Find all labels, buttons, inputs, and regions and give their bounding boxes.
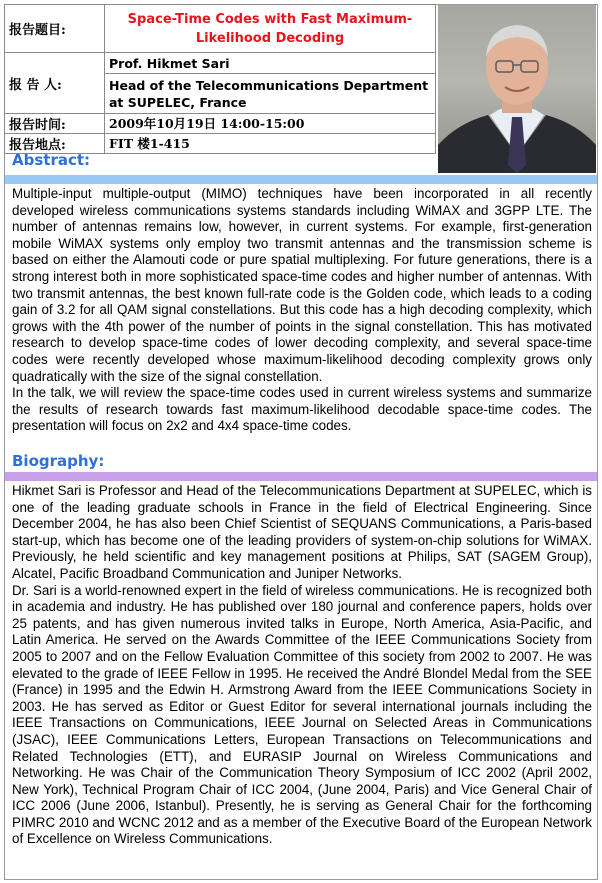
place-value: FIT 楼1-415 xyxy=(105,134,436,154)
talk-info-table xyxy=(4,4,436,154)
biography-divider-bar xyxy=(5,472,597,481)
abstract-divider-bar xyxy=(5,175,597,184)
speaker-name: Prof. Hikmet Sari xyxy=(105,53,436,74)
biography-heading: Biography: xyxy=(12,452,105,470)
place-label: 报告地点: xyxy=(5,134,105,154)
time-label: 报告时间: xyxy=(5,114,105,134)
time-value: 2009年10月19日 14:00-15:00 xyxy=(105,114,436,134)
biography-paragraph: Hikmet Sari is Professor and Head of the Telecommunications Department at SUPELEC, which is one of the leading graduate schools in France in the field of Electrical Engineering. Since December 2004, he has also been Chief Scientist of SEQUANS Communications, a Paris-based start-up, which has become one of the leading providers of system-on-chip solutions for WiMAX. Previously, he held scientific and key management positions at Philips, SAT (SAGEM Group), Alcatel, Pacific Broadband Communication and Juniper Networks. xyxy=(12,483,592,581)
abstract-text xyxy=(12,186,592,435)
speaker-affiliation: Head of the Telecommunications Department at SUPELEC, France xyxy=(105,74,436,114)
biography-text xyxy=(12,483,592,848)
talk-title: Space-Time Codes with Fast Maximum-Likelihood Decoding xyxy=(105,5,436,53)
topic-label: 报告题目: xyxy=(5,5,105,53)
biography-paragraph: Dr. Sari is a world-renowned expert in the field of wireless communications. He is recognized both in academia and industry. He has published over 180 journal and conference papers, holds over 25 patents, and has given numerous invited talks in Europe, North America, Asia-Pacific, and Latin America. He served on the Awards Committee of the IEEE Communications Society from 2005 to 2007 and on the Fellow Evaluation Committee of this society from 2002 to 2007. He was elevated to the grade of IEEE Fellow in 1995. He received the André Blondel Medal from the SEE (France) in 1995 and the Edwin H. Armstrong Award from the IEEE Communications Society in 2003. He has served as Editor or Guest Editor for several international journals including the IEEE Transactions on Communications, IEEE Journal on Selected Areas in Communications (JSAC), IEEE Communications Letters, European Transactions on Telecommunications and Related Technologies (ETT), and EURASIP Journal on Wireless Communications and Networking. He was Chair of the Communication Theory Symposium of ICC 2002 (April 2002, New York), Technical Program Chair of ICC 2004, (June 2004, Paris) and Vice General Chair of ICC 2006 (June 2006, Istanbul). Presently, he is serving as General Chair for the forthcoming PIMRC 2010 and WCNC 2012 and as a member of the Executive Board of the European Network of Excellence on Wireless Communications. xyxy=(12,582,592,847)
speaker-photo xyxy=(438,5,596,173)
speaker-label: 报 告 人: xyxy=(5,53,105,114)
abstract-paragraph: Multiple-input multiple-output (MIMO) techniques have been incorporated in all recently developed wireless communications systems standards including WiMAX and 3GPP LTE. The number of antennas remains low, however, in current systems. For example, first-generation mobile WiMAX systems only employ two transmit antennas and the transmission scheme is based on either the Alamouti code or pure spatial multiplexing. For future generations, there is a strong interest both in more sophisticated space-time codes and higher number of antennas. With two transmit antennas, the best known full-rate code is the Golden code, which leads to a coding gain of 3.2 for all QAM signal constellations. But this code has a high decoding complexity, which grows with the 4th power of the number of points in the signal constellation. This has motivated research to develop space-time codes of lower decoding complexity, and several space-time codes were recently developed whose maximum-likelihood decoding complexity grows only quadratically with the size of the signal constellation. xyxy=(12,186,592,384)
abstract-heading: Abstract: xyxy=(12,151,91,169)
abstract-paragraph: In the talk, we will review the space-time codes used in current wireless systems and summarize the results of research towards fast maximum-likelihood decodable space-time codes. The presentation will focus on 2x2 and 4x4 space-time codes. xyxy=(12,385,592,434)
